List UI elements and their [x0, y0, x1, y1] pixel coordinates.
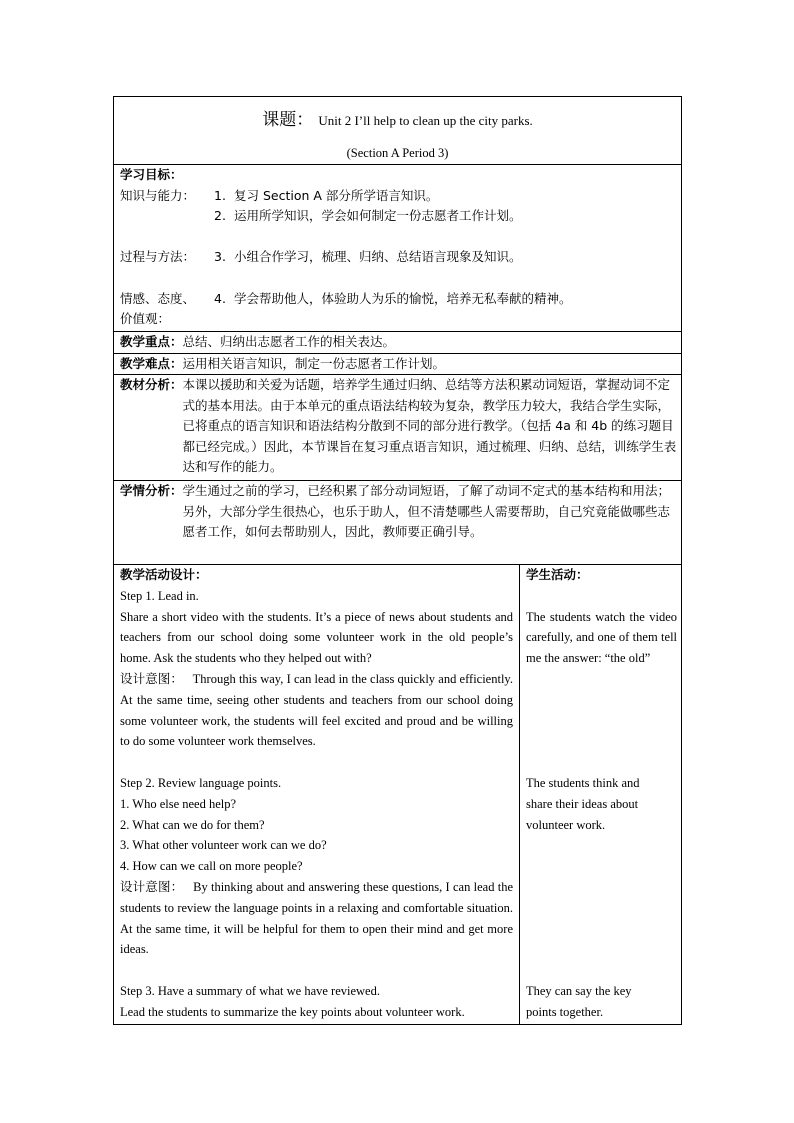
design-content: [120, 586, 513, 1023]
students-label: 学情分析：: [120, 483, 183, 498]
design-heading: 教学活动设计：: [120, 567, 208, 582]
objectives-cell: [114, 165, 682, 332]
title-label: 课题：: [262, 110, 314, 130]
difficulties-label: 教学难点：: [120, 355, 183, 371]
process-label: 过程与方法：: [120, 249, 196, 265]
student-heading: 学生活动：: [526, 567, 589, 582]
step2-student-3: volunteer work.: [526, 817, 606, 832]
step3-title: Step 3. Have a summary of what we have reviewed.: [120, 983, 380, 998]
design-cell: [114, 565, 520, 1025]
students-cell: [114, 481, 682, 565]
emotion-label-cont: 价值观：: [120, 311, 171, 327]
knowledge-item-1: 知识与能力： 1. 复习 Section A 部分所学语言知识。: [120, 186, 677, 207]
objectives-heading: 学习目标：: [120, 167, 183, 182]
step2-student-1: The students think and: [526, 775, 640, 790]
students-text: 学生通过之前的学习，已经积累了部分动词短语，了解了动词不定式的基本结构和用法；另外，大部分学生很热心，也乐于助人，但不清楚哪些人需要帮助，自己究竟能做哪些志愿者工作，如何去帮助别人，因此，教师要正确引导。: [182, 483, 671, 539]
key-points-text: 总结、归纳出志愿者工作的相关表达。: [182, 334, 396, 349]
step2-title: Step 2. Review language points.: [120, 775, 282, 790]
knowledge-item-2: 2. 运用所学知识，学会如何制定一份志愿者工作计划。: [214, 208, 522, 223]
step3-body: Lead the students to summarize the key points about volunteer work.: [120, 1004, 465, 1019]
lesson-plan-table: [113, 96, 682, 1025]
difficulties-text: 运用相关语言知识，制定一份志愿者工作计划。: [182, 355, 446, 371]
step2-question-3: 3. What other volunteer work can we do?: [120, 838, 327, 853]
emotion-label: 情感、态度、: [120, 290, 196, 306]
step1-body: Share a short video with the students. It’s a piece of news about students and teachers from our school doing some volunteer work in the old people’s home. Ask the students who they helped out with?: [120, 609, 513, 666]
title-cell: [114, 97, 682, 165]
key-points-cell: [114, 332, 682, 354]
step3-student-2: points together.: [526, 1004, 604, 1019]
step2-intent: 设计意图： By thinking about and answering these questions, I can lead the students to review the language points in a relaxing and comfortable situation. At the same time, it will be helpful for them to open their mind and get more ideas.: [120, 878, 513, 957]
material-text: 本课以援助和关爱为话题，培养学生通过归纳、总结等方法积累动词短语，掌握动词不定式的基本用法。由于本单元的重点语法结构较为复杂，教学压力较大，我结合学生实际，已将重点的语言知识和语法结构分散到不同的部分进行教学。（包括 4a 和 4b 的练习题目都已经完成。）因此，本节课旨在复习重点语言知识，通过梳理、归纳、总结，训练学生表达和写作的能力。: [182, 377, 677, 474]
key-points-label: 教学重点：: [120, 334, 183, 349]
step2-question-2: 2. What can we do for them?: [120, 817, 265, 832]
lesson-title: Unit 2 I’ll help to clean up the city parks.: [318, 113, 533, 128]
step1-student: The students watch the video carefully, and one of them tell me the answer: “the old”: [526, 609, 678, 666]
step1-intent: 设计意图： Through this way, I can lead in the class quickly and efficiently. At the same time, seeing other students and teachers from our school doing some volunteer work, the students will feel excited and proud and be willing to do some volunteer work themselves.: [120, 670, 513, 749]
emotion-item: 情感、态度、 4. 学会帮助他人，体验助人为乐的愉悦，培养无私奉献的精神。: [120, 289, 677, 310]
knowledge-label: 知识与能力：: [120, 187, 196, 203]
step2-question-1: 1. Who else need help?: [120, 796, 237, 811]
step1-title: Step 1. Lead in.: [120, 588, 199, 603]
material-label: 教材分析：: [120, 377, 183, 392]
student-cell: [520, 565, 682, 1025]
step2-student-2: share their ideas about: [526, 796, 639, 811]
process-item: 过程与方法： 3. 小组合作学习，梳理、归纳、总结语言现象及知识。: [120, 247, 677, 268]
difficulties-cell: [114, 353, 682, 375]
lesson-plan: [113, 96, 681, 1025]
step3-student-1: They can say the key: [526, 983, 632, 998]
student-content: [526, 586, 677, 1023]
step2-question-4: 4. How can we call on more people?: [120, 859, 303, 874]
lesson-subtitle: (Section A Period 3): [346, 146, 449, 160]
material-cell: [114, 375, 682, 481]
